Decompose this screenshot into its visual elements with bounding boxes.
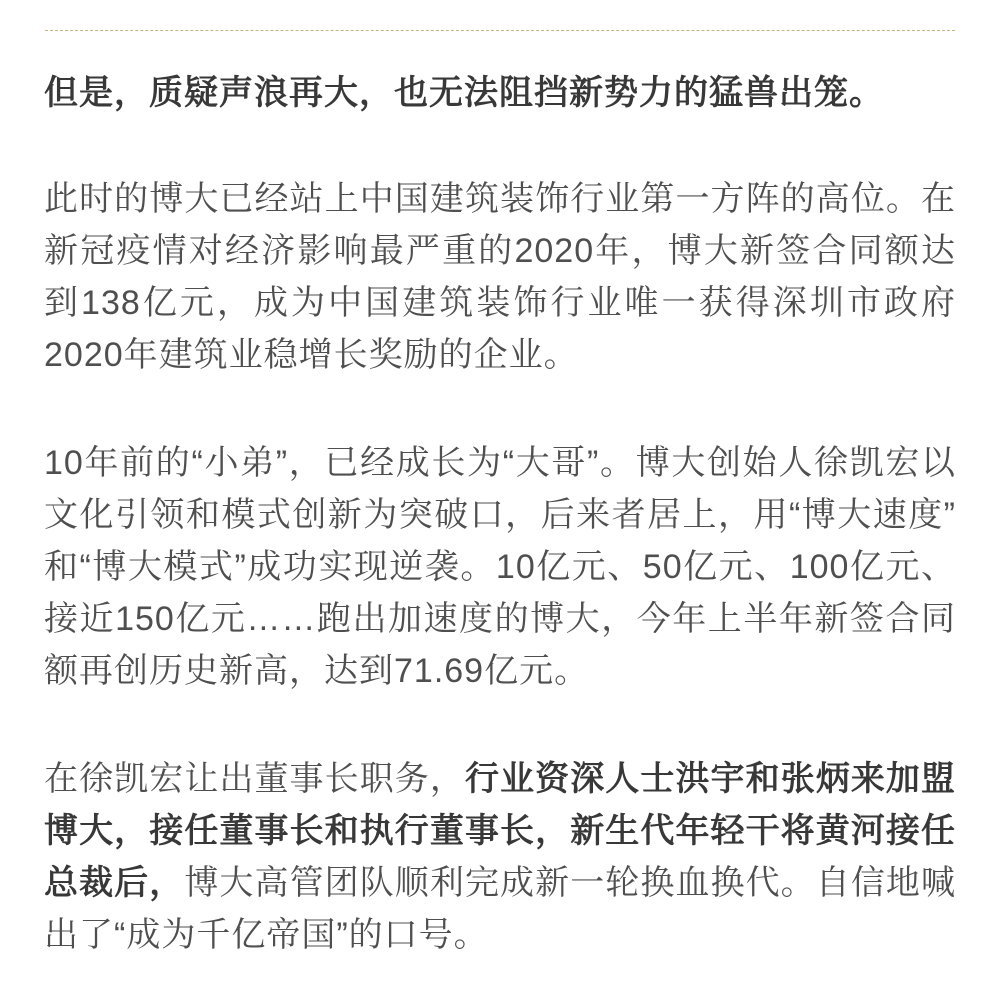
article-content: [0, 67, 1000, 961]
emphasis-text-run: 行业资深人士洪宇和张炳来加盟博大，接任董事长和执行董事长，新生代年轻干将黄河接任总裁后，: [44, 760, 957, 902]
text-run: 在徐凯宏让出董事长职务，: [44, 760, 465, 798]
article-body: [44, 173, 956, 961]
text-run: 此时的博大已经站上中国建筑装饰行业第一方阵的高位。在新冠疫情对经济影响最严重的2020年，博大新签合同额达到138亿元，成为中国建筑装饰行业唯一获得深圳市政府2020年建筑业稳增长奖励的企业。: [44, 180, 956, 374]
paragraph: [44, 437, 956, 697]
paragraph: [44, 753, 956, 961]
article-heading: 但是，质疑声浪再大，也无法阻挡新势力的猛兽出笼。: [44, 74, 884, 112]
paragraph: [44, 173, 956, 381]
text-run: 博大高管团队顺利完成新一轮换血换代。自信地喊出了“成为千亿帝国”的口号。: [44, 864, 957, 954]
text-run: 10年前的“小弟”，已经成长为“大哥”。博大创始人徐凯宏以文化引领和模式创新为突破口，后来者居上，用“博大速度”和“博大模式”成功实现逆袭。10亿元、50亿元、100亿元、接近150亿元……跑出加速度的博大，今年上半年新签合同额再创历史新高，达到71.69亿元。: [44, 444, 956, 690]
top-dashed-divider: [45, 30, 955, 31]
